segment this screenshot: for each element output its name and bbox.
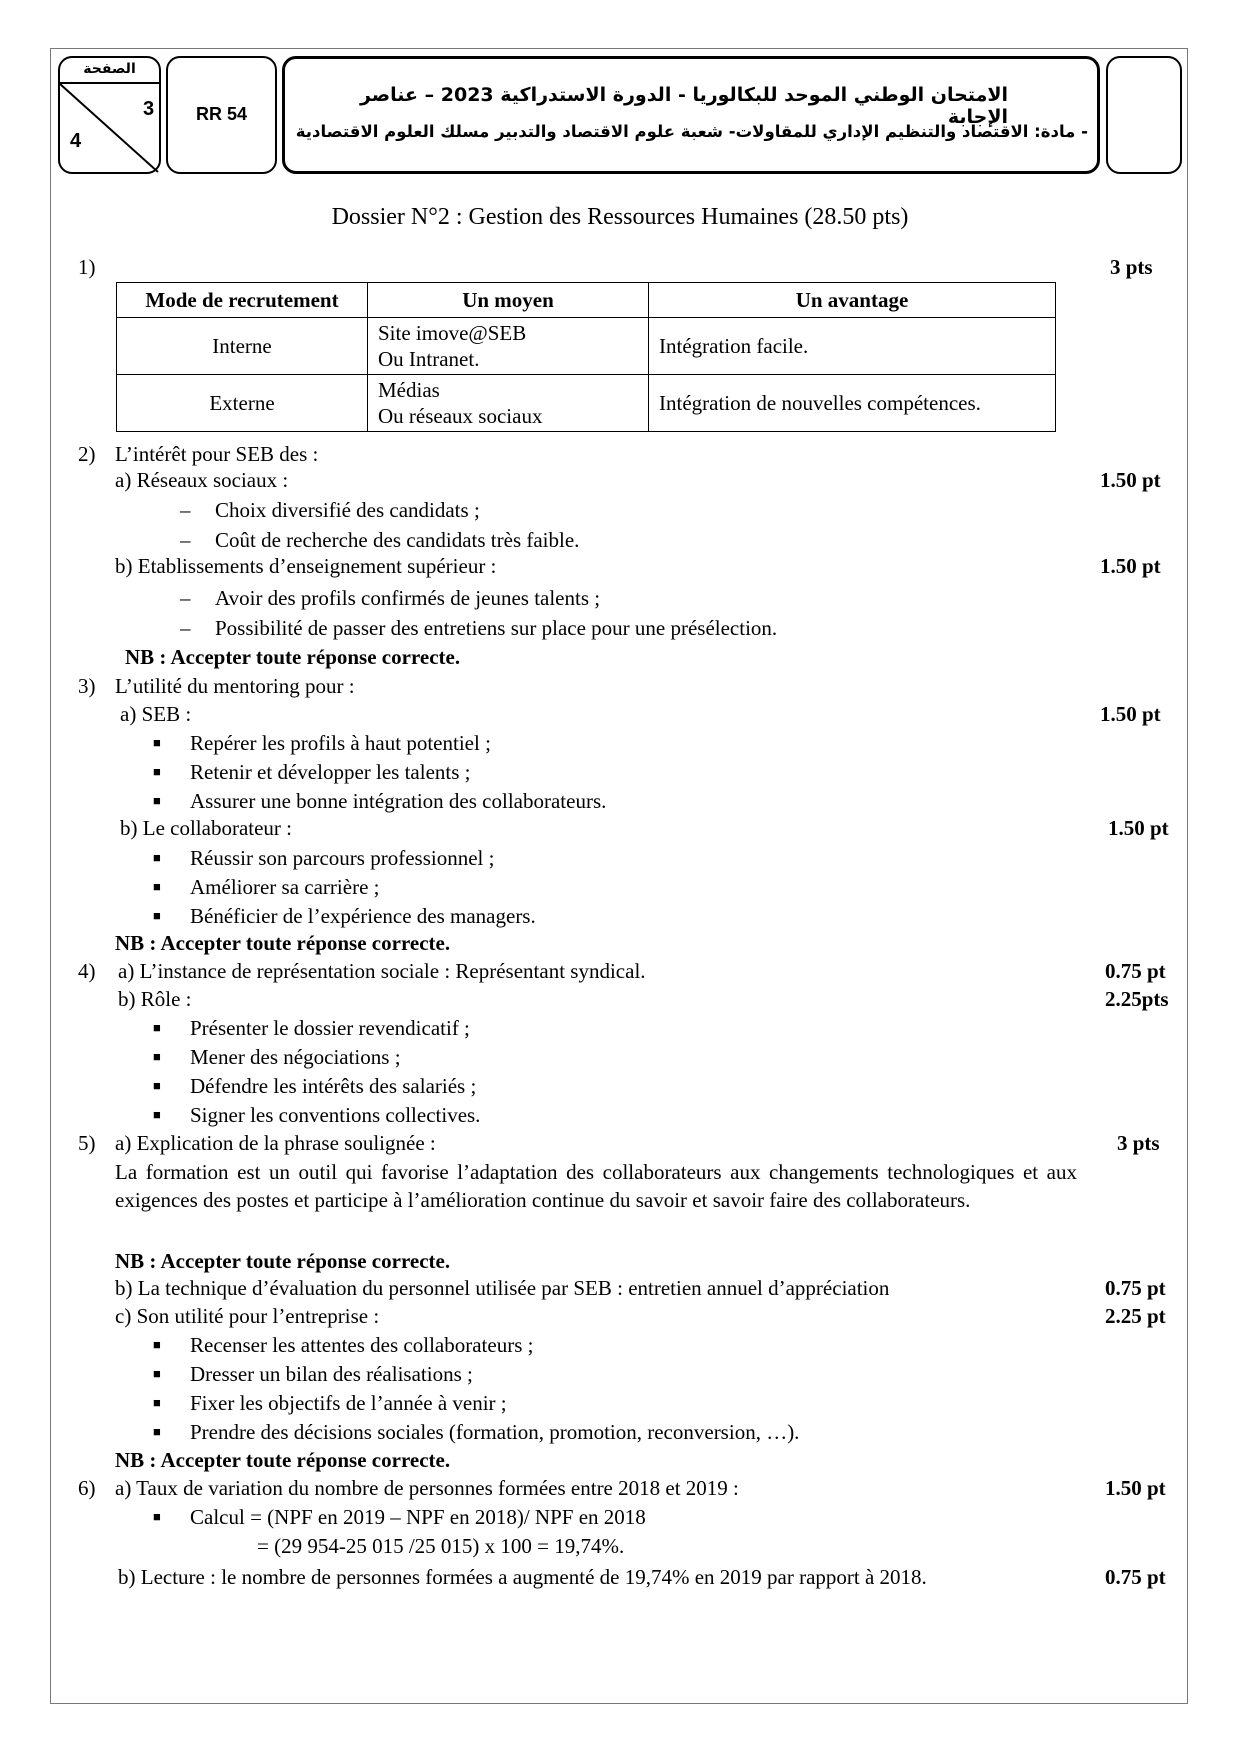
list-item: Présenter le dossier revendicatif ;	[190, 1016, 470, 1040]
table-row	[117, 318, 1056, 375]
q2-intro: L’intérêt pour SEB des :	[115, 442, 319, 466]
q5-a-text: La formation est un outil qui favorise l’adaptation des collaborateurs aux changements technologiques et aux exigences des postes et participe à l’amélioration continue du savoir et savoir faire des collaborateurs.	[115, 1160, 1077, 1212]
square-bullet-icon: ■	[153, 793, 161, 808]
q4-b-label: b) Rôle :	[118, 987, 192, 1011]
q5-nb1: NB : Accepter toute réponse correcte.	[115, 1249, 451, 1273]
list-item: Prendre des décisions sociales (formation, promotion, reconversion, …).	[190, 1420, 800, 1444]
list-item: Avoir des profils confirmés de jeunes talents ;	[215, 586, 601, 610]
exam-title-line1: الامتحان الوطني الموحد للبكالوريا - الدورة الاستدراكية 2023 – عناصر الإجابة	[359, 84, 1008, 128]
list-item: Coût de recherche des candidats très faible.	[215, 528, 580, 552]
dash-icon: –	[180, 586, 191, 610]
q5-number: 5)	[78, 1131, 96, 1155]
q3-nb: NB : Accepter toute réponse correcte.	[115, 931, 451, 955]
square-bullet-icon: ■	[153, 1020, 161, 1035]
q2-nb: NB : Accepter toute réponse correcte.	[125, 645, 461, 669]
q2-b-points: 1.50 pt	[1100, 554, 1161, 578]
exam-title-line2: - مادة: الاقتصاد والتنظيم الإداري للمقاولات- شعبة علوم الاقتصاد والتدبير مسلك العلوم الاقتصادية	[295, 122, 1088, 141]
calc-line1: Calcul = (NPF en 2019 – NPF en 2018)/ NPF en 2018	[190, 1505, 646, 1529]
square-bullet-icon: ■	[153, 908, 161, 923]
square-bullet-icon: ■	[153, 1395, 161, 1410]
list-item: Repérer les profils à haut potentiel ;	[190, 731, 491, 755]
list-item: Bénéficier de l’expérience des managers.	[190, 904, 536, 928]
q5-b-label: b) La technique d’évaluation du personnel utilisée par SEB : entretien annuel d’appréciation	[115, 1276, 890, 1300]
list-item: Mener des négociations ;	[190, 1045, 401, 1069]
square-bullet-icon: ■	[153, 735, 161, 750]
dash-icon: –	[180, 616, 191, 640]
q5-a-points: 3 pts	[1117, 1131, 1160, 1155]
q3-a-points: 1.50 pt	[1100, 702, 1161, 726]
mode-cell: Externe	[117, 375, 368, 432]
page-label: الصفحة	[58, 56, 161, 84]
square-bullet-icon: ■	[153, 1049, 161, 1064]
q3-intro: L’utilité du mentoring pour :	[115, 674, 355, 698]
recruitment-table	[116, 282, 1056, 432]
square-bullet-icon: ■	[153, 879, 161, 894]
list-item: Choix diversifié des candidats ;	[215, 498, 480, 522]
list-item: Signer les conventions collectives.	[190, 1103, 481, 1127]
q6-a-points: 1.50 pt	[1105, 1476, 1166, 1500]
table-row	[117, 375, 1056, 432]
dash-icon: –	[180, 498, 191, 522]
list-item: Améliorer sa carrière ;	[190, 875, 380, 899]
table-header: Un avantage	[649, 283, 1056, 318]
calc-line2: = (29 954-25 015 /25 015) x 100 = 19,74%.	[257, 1534, 625, 1558]
q5-c-label: c) Son utilité pour l’entreprise :	[115, 1304, 380, 1328]
page-total: 4	[70, 130, 82, 152]
q4-number: 4)	[78, 959, 96, 983]
q4-a-label: a) L’instance de représentation sociale : Représentant syndical.	[118, 959, 646, 983]
q5-b-points: 0.75 pt	[1105, 1276, 1166, 1300]
q3-a-label: a) SEB :	[120, 702, 192, 726]
q3-number: 3)	[78, 674, 96, 698]
square-bullet-icon: ■	[153, 1424, 161, 1439]
q3-b-points: 1.50 pt	[1108, 816, 1169, 840]
q4-a-points: 0.75 pt	[1105, 959, 1166, 983]
q6-b-label: b) Lecture : le nombre de personnes formées a augmenté de 19,74% en 2019 par rapport à 2018.	[118, 1565, 927, 1589]
q6-a-label: a) Taux de variation du nombre de personnes formées entre 2018 et 2019 :	[115, 1476, 739, 1500]
exam-code: RR 54	[195, 104, 248, 124]
moyen-cell	[368, 375, 649, 432]
moyen-line: Ou réseaux sociaux	[378, 404, 543, 428]
square-bullet-icon: ■	[153, 1337, 161, 1352]
q2-a-label: a) Réseaux sociaux :	[115, 468, 289, 492]
q3-b-label: b) Le collaborateur :	[120, 816, 292, 840]
q5-a-label: a) Explication de la phrase soulignée :	[115, 1131, 436, 1155]
q2-number: 2)	[78, 442, 96, 466]
avantage-cell: Intégration facile.	[649, 318, 1056, 375]
square-bullet-icon: ■	[153, 1078, 161, 1093]
list-item: Défendre les intérêts des salariés ;	[190, 1074, 477, 1098]
square-bullet-icon: ■	[153, 1107, 161, 1122]
q1-points: 3 pts	[1110, 255, 1153, 279]
q2-b-label: b) Etablissements d’enseignement supérieur :	[115, 554, 497, 578]
q6-number: 6)	[78, 1476, 96, 1500]
moyen-line: Site imove@SEB	[378, 321, 527, 345]
moyen-line: Médias	[378, 378, 440, 402]
table-header-row	[117, 283, 1056, 318]
square-bullet-icon: ■	[153, 1509, 161, 1524]
moyen-cell	[368, 318, 649, 375]
square-bullet-icon: ■	[153, 850, 161, 865]
q6-b-points: 0.75 pt	[1105, 1565, 1166, 1589]
list-item: Fixer les objectifs de l’année à venir ;	[190, 1391, 507, 1415]
list-item: Possibilité de passer des entretiens sur place pour une présélection.	[215, 616, 778, 640]
avantage-cell: Intégration de nouvelles compétences.	[649, 375, 1056, 432]
list-item: Recenser les attentes des collaborateurs ;	[190, 1333, 534, 1357]
list-item: Réussir son parcours professionnel ;	[190, 846, 495, 870]
q5-c-points: 2.25 pt	[1105, 1304, 1166, 1328]
q4-b-points: 2.25pts	[1105, 987, 1169, 1011]
table-header: Un moyen	[368, 283, 649, 318]
table-header: Mode de recrutement	[117, 283, 368, 318]
page-current: 3	[143, 98, 155, 120]
list-item: Retenir et développer les talents ;	[190, 760, 471, 784]
list-item: Assurer une bonne intégration des collaborateurs.	[190, 789, 607, 813]
square-bullet-icon: ■	[153, 764, 161, 779]
mode-cell: Interne	[117, 318, 368, 375]
grade-box	[1106, 56, 1182, 174]
square-bullet-icon: ■	[153, 1366, 161, 1381]
moyen-line: Ou Intranet.	[378, 347, 480, 371]
list-item: Dresser un bilan des réalisations ;	[190, 1362, 473, 1386]
q2-a-points: 1.50 pt	[1100, 468, 1161, 492]
q1-number: 1)	[78, 255, 96, 279]
doc-title: Dossier N°2 : Gestion des Ressources Humaines (28.50 pts)	[331, 204, 909, 230]
dash-icon: –	[180, 528, 191, 552]
q5-nb2: NB : Accepter toute réponse correcte.	[115, 1448, 451, 1472]
